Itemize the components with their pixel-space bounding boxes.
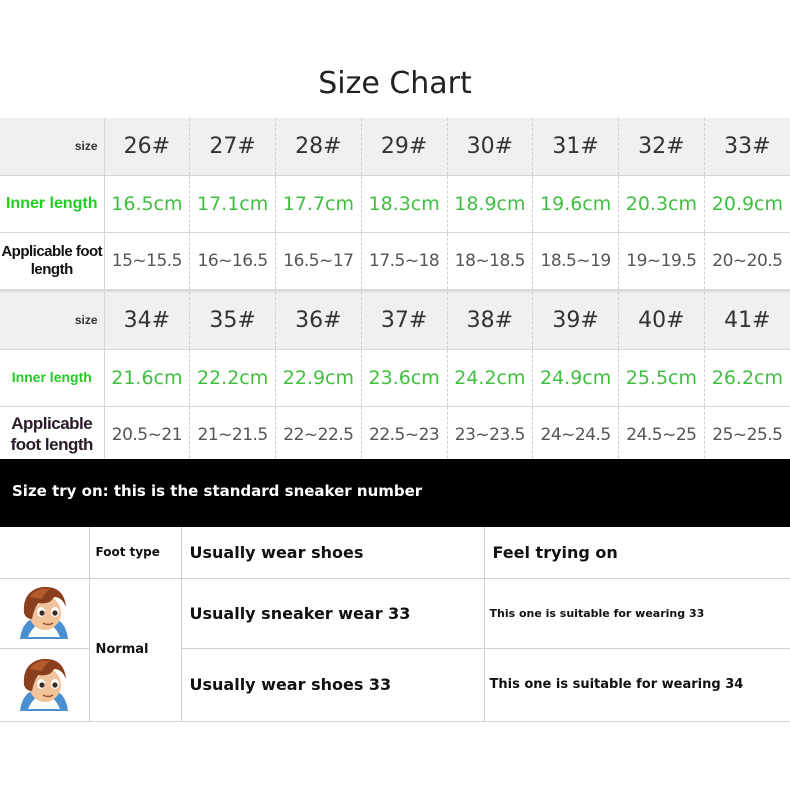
- size-cell: 34#: [104, 292, 190, 349]
- avatar-cell: [0, 578, 89, 648]
- inner-length-cell: 17.1cm: [190, 175, 276, 232]
- inner-length-cell: 26.2cm: [704, 349, 790, 406]
- inner-length-cell: 24.9cm: [533, 349, 619, 406]
- feel-trying-on-cell: This one is suitable for wearing 33: [484, 578, 790, 648]
- size-cell: 29#: [361, 118, 447, 175]
- foot-length-cell: 20.5~21: [104, 406, 190, 463]
- foot-length-cell: 20~20.5: [704, 232, 790, 289]
- foot-length-cell: 23~23.5: [447, 406, 533, 463]
- inner-length-cell: 20.9cm: [704, 175, 790, 232]
- foot-type-value: Normal: [89, 578, 181, 721]
- foot-length-cell: 22.5~23: [361, 406, 447, 463]
- usually-wear-header: Usually wear shoes: [181, 527, 484, 578]
- foot-length-cell: 22~22.5: [276, 406, 362, 463]
- size-cell: 37#: [361, 292, 447, 349]
- size-cell: 36#: [276, 292, 362, 349]
- foot-length-label: Applicable foot length: [0, 406, 104, 463]
- table-row: [0, 578, 790, 648]
- inner-length-cell: 21.6cm: [104, 349, 190, 406]
- usually-wear-cell: Usually sneaker wear 33: [181, 578, 484, 648]
- size-row: [0, 118, 790, 175]
- cartoon-boy-avatar-icon: [16, 583, 72, 639]
- inner-length-cell: 24.2cm: [447, 349, 533, 406]
- foot-length-cell: 19~19.5: [619, 232, 705, 289]
- foot-length-cell: 25~25.5: [704, 406, 790, 463]
- size-cell: 35#: [190, 292, 276, 349]
- inner-length-cell: 16.5cm: [104, 175, 190, 232]
- size-row-label: size: [0, 118, 104, 175]
- size-cell: 41#: [704, 292, 790, 349]
- foot-type-header: Foot type: [89, 527, 181, 578]
- page-title: Size Chart: [318, 66, 472, 101]
- foot-length-cell: 24~24.5: [533, 406, 619, 463]
- usually-wear-cell: Usually wear shoes 33: [181, 648, 484, 721]
- size-row-label: size: [0, 292, 104, 349]
- inner-length-cell: 22.2cm: [190, 349, 276, 406]
- inner-length-label: Inner length: [0, 175, 104, 232]
- size-cell: 33#: [704, 118, 790, 175]
- inner-length-cell: 23.6cm: [361, 349, 447, 406]
- inner-length-cell: 19.6cm: [533, 175, 619, 232]
- feel-trying-on-header: Feel trying on: [484, 527, 790, 578]
- feel-trying-on-cell: This one is suitable for wearing 34: [484, 648, 790, 721]
- foot-length-cell: 16.5~17: [276, 232, 362, 289]
- size-cell: 39#: [533, 292, 619, 349]
- try-on-table: [0, 527, 790, 722]
- size-row: [0, 292, 790, 349]
- foot-length-cell: 18.5~19: [533, 232, 619, 289]
- size-cell: 28#: [276, 118, 362, 175]
- inner-length-label: Inner length: [0, 349, 104, 406]
- inner-length-row: [0, 175, 790, 232]
- inner-length-cell: 20.3cm: [619, 175, 705, 232]
- avatar-header-cell: [0, 527, 89, 578]
- foot-length-cell: 18~18.5: [447, 232, 533, 289]
- foot-length-cell: 24.5~25: [619, 406, 705, 463]
- cartoon-boy-avatar-icon: [16, 655, 72, 711]
- foot-length-cell: 15~15.5: [104, 232, 190, 289]
- foot-length-cell: 17.5~18: [361, 232, 447, 289]
- size-chart-table: [0, 118, 790, 464]
- try-on-header-row: [0, 527, 790, 578]
- inner-length-cell: 25.5cm: [619, 349, 705, 406]
- size-cell: 40#: [619, 292, 705, 349]
- size-try-on-banner: Size try on: this is the standard sneaker number: [0, 459, 790, 527]
- size-cell: 30#: [447, 118, 533, 175]
- foot-length-row: [0, 406, 790, 463]
- inner-length-row: [0, 349, 790, 406]
- foot-length-cell: 16~16.5: [190, 232, 276, 289]
- size-cell: 26#: [104, 118, 190, 175]
- avatar-cell: [0, 648, 89, 721]
- size-cell: 27#: [190, 118, 276, 175]
- inner-length-cell: 18.3cm: [361, 175, 447, 232]
- inner-length-cell: 17.7cm: [276, 175, 362, 232]
- foot-length-label: Applicable foot length: [0, 232, 104, 289]
- size-cell: 38#: [447, 292, 533, 349]
- foot-length-row: [0, 232, 790, 289]
- size-cell: 32#: [619, 118, 705, 175]
- size-cell: 31#: [533, 118, 619, 175]
- inner-length-cell: 18.9cm: [447, 175, 533, 232]
- foot-length-cell: 21~21.5: [190, 406, 276, 463]
- inner-length-cell: 22.9cm: [276, 349, 362, 406]
